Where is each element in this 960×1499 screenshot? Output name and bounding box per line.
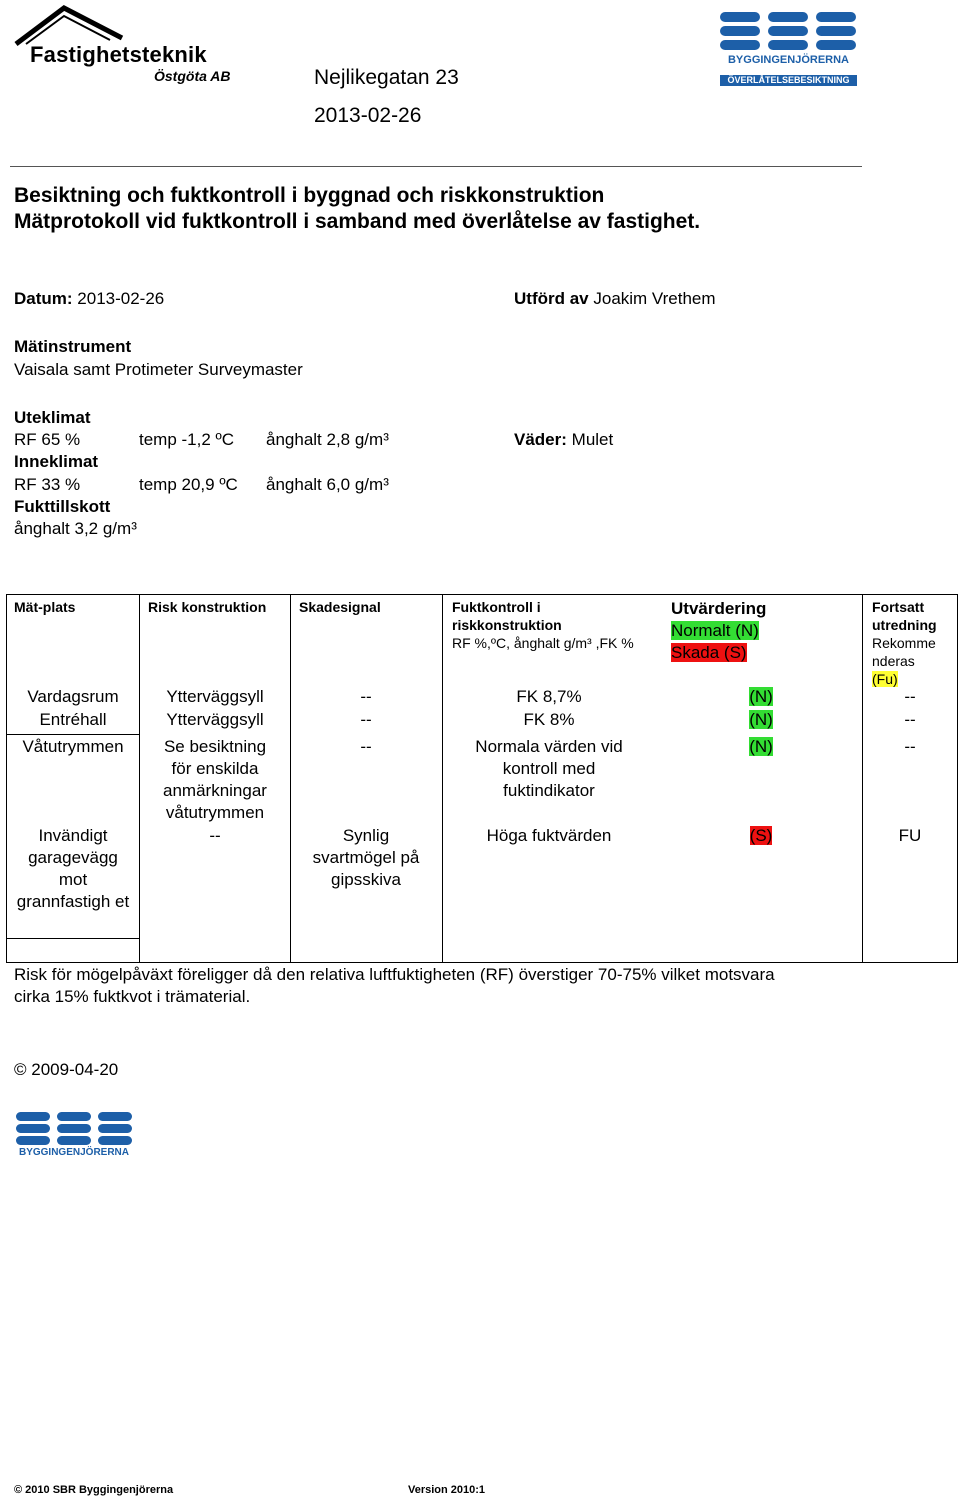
row1-risk: Ytterväggsyll: [166, 687, 264, 706]
uteklimat-label: Uteklimat: [14, 408, 91, 427]
matinstrument-label: Mätinstrument: [14, 337, 132, 356]
table-col-divider: [862, 594, 863, 963]
row4-plats: Invändigt garagevägg mot grannfastigh et: [16, 826, 130, 911]
header-utvardering-skada: Skada (S): [671, 643, 747, 662]
row4-skadesignal: Synlig svartmögel på gipsskiva: [312, 826, 420, 889]
table-row-divider: [6, 734, 140, 735]
measurement-table: [6, 594, 958, 964]
company-logo-name: Fastighetsteknik: [30, 42, 207, 67]
header-risk: Risk konstruktion: [148, 599, 267, 615]
table-border-top: [6, 594, 958, 595]
mold-risk-note: Risk för mögelpåväxt föreligger då den relativa luftfuktigheten (RF) överstiger 70-75% vilket motsvara cirka 15% fuktkvot i trämaterial.: [14, 965, 775, 1006]
header-fuktkontroll: [452, 598, 652, 652]
vader-line: [514, 430, 613, 450]
inneklimat-label: Inneklimat: [14, 452, 99, 471]
header-fortsatt: [872, 598, 954, 688]
header-utvardering-title: Utvärdering: [671, 599, 767, 618]
inneklimat-temp: temp 20,9 ºC: [139, 475, 238, 494]
row3-utv-cell: [696, 736, 826, 758]
matinstrument-value: Vaisala samt Protimeter Surveymaster: [14, 360, 303, 379]
inneklimat-anghalt: ånghalt 6,0 g/m³: [266, 475, 389, 494]
sbr-logo-band: ÖVERLÅTELSEBESIKTNING: [720, 75, 857, 86]
utford-value: Joakim Vrethem: [593, 289, 716, 308]
inneklimat-rf: RF 33 %: [14, 475, 81, 494]
row3-plats: Våtutrymmen: [22, 737, 124, 756]
row2-utv: (N): [749, 710, 773, 729]
sbr-logo-tagline: BYGGINGENJÖRERNA: [727, 54, 850, 66]
row3-utv: (N): [749, 737, 773, 756]
row3-fukt: Normala värden vid kontroll med fuktindikator: [475, 737, 623, 800]
table-border-bottom: [6, 962, 958, 963]
sbr-logo-mark: [720, 10, 857, 52]
document-title-line1: Besiktning och fuktkontroll i byggnad och riskkonstruktion: [14, 184, 605, 207]
header-utvardering-normal: Normalt (N): [671, 621, 759, 640]
table-col-divider: [139, 594, 140, 963]
vader-value: Mulet: [571, 430, 614, 449]
header-fuktkontroll-title: Fuktkontroll i riskkonstruktion: [452, 599, 562, 633]
table-row-divider: [6, 938, 140, 939]
header-fuktkontroll-units: RF %,ºC, ånghalt g/m³ ,FK %: [452, 635, 634, 651]
row2-risk: Ytterväggsyll: [166, 710, 264, 729]
row4-fukt: Höga fuktvärden: [486, 826, 612, 845]
row4-utv: (S): [749, 826, 773, 845]
table-border-right: [957, 594, 958, 963]
row3-fortsatt: --: [904, 737, 916, 756]
header-divider: [10, 166, 862, 167]
company-logo-sub: Östgöta AB: [154, 68, 231, 84]
header-date: 2013-02-26: [314, 104, 422, 127]
datum-value: 2013-02-26: [77, 289, 165, 308]
header-fortsatt-sub: Rekomme nderas: [872, 635, 936, 669]
vader-label: Väder:: [514, 430, 567, 449]
footer-left: © 2010 SBR Byggingenjörerna: [14, 1484, 174, 1496]
row3-skadesignal: --: [360, 737, 372, 756]
row1-utv: (N): [749, 687, 773, 706]
table-border-left: [6, 594, 7, 963]
uteklimat-rf: RF 65 %: [14, 430, 81, 449]
copyright-icon: ©: [14, 1060, 27, 1079]
utford-label: Utförd av: [514, 289, 589, 308]
row4-utv-cell: [696, 825, 826, 847]
datum-label: Datum:: [14, 289, 73, 308]
datum-line: [14, 289, 164, 309]
fukttillskott-value: ånghalt 3,2 g/m³: [14, 519, 137, 538]
sbr-logo: [720, 10, 860, 86]
header-fortsatt-title: Fortsatt utredning: [872, 599, 937, 633]
document-title-line2: Mätprotokoll vid fuktkontroll i samband med överlåtelse av fastighet.: [14, 210, 701, 233]
row1-plats: Vardagsrum: [27, 687, 119, 706]
utford-line: [514, 289, 716, 309]
row4-risk: --: [209, 826, 221, 845]
company-logo: [12, 4, 252, 86]
header-utvardering: [671, 598, 811, 664]
header-matplats: Mät-plats: [14, 599, 76, 615]
row2-fortsatt: --: [904, 710, 916, 729]
row1-fortsatt: --: [904, 687, 916, 706]
table-col-divider: [290, 594, 291, 963]
row1-skadesignal: --: [360, 687, 372, 706]
row1-fukt: FK 8,7%: [516, 687, 582, 706]
header-skadesignal: Skadesignal: [299, 599, 381, 615]
row4-fortsatt: FU: [898, 826, 922, 845]
header-fortsatt-fu: (Fu): [872, 671, 898, 687]
row3-risk: Se besiktning för enskilda anmärkningar våtutrymmen: [163, 737, 267, 822]
header-address: Nejlikegatan 23: [314, 66, 459, 89]
copyright-date: 2009-04-20: [31, 1060, 119, 1079]
sbr-logo-small-mark: [16, 1110, 132, 1146]
uteklimat-temp: temp -1,2 ºC: [139, 430, 235, 449]
table-col-divider: [442, 594, 443, 963]
row2-fukt: FK 8%: [523, 710, 575, 729]
row2-plats: Entréhall: [39, 710, 107, 729]
copyright-line: [14, 1060, 118, 1080]
footer-right: Version 2010:1: [408, 1484, 486, 1496]
row1-utv-cell: [696, 686, 826, 708]
sbr-logo-small: [16, 1110, 132, 1160]
uteklimat-anghalt: ånghalt 2,8 g/m³: [266, 430, 389, 449]
sbr-logo-small-tagline: BYGGINGENJÖRERNA: [18, 1147, 129, 1158]
row2-utv-cell: [696, 709, 826, 731]
fukttillskott-label: Fukttillskott: [14, 497, 111, 516]
row2-skadesignal: --: [360, 710, 372, 729]
